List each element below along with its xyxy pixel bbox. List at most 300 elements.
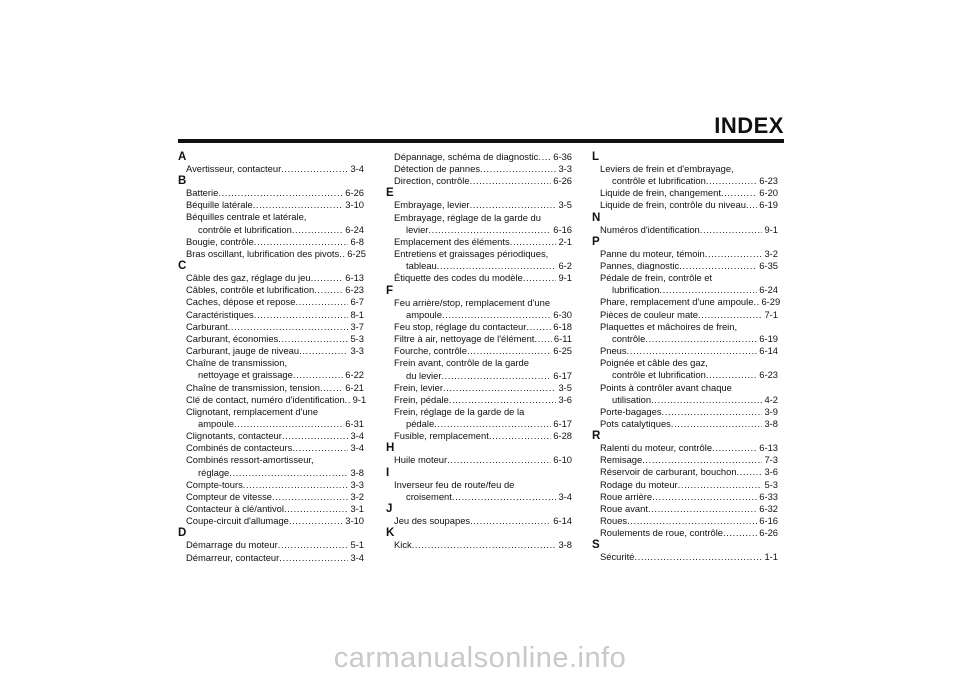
dot-leader [526, 321, 551, 333]
entry-continuation [600, 333, 778, 345]
dot-leader [700, 224, 763, 236]
dot-leader [253, 199, 344, 211]
dot-leader [538, 151, 551, 163]
dot-leader [292, 224, 343, 236]
dot-leader [279, 552, 348, 564]
entry-text: Chaîne de transmission, tension [186, 381, 320, 393]
entry-line [186, 321, 364, 333]
entry-line [600, 491, 778, 503]
entry-line [600, 503, 778, 515]
index-entry [178, 211, 364, 235]
entry-text: Liquide de frein, contrôle du niveau [600, 199, 746, 211]
entry-line [186, 491, 364, 503]
entry-text: Carburant, économies [186, 332, 279, 344]
entry-text: contrôle et lubrification [198, 223, 292, 235]
entry-line [186, 284, 364, 296]
index-group [386, 468, 572, 503]
entry-line [600, 309, 778, 321]
page-number: 6-36 [553, 151, 572, 162]
dot-leader [698, 309, 762, 321]
page-number: 6-14 [553, 514, 572, 526]
entry-line [394, 430, 572, 442]
page-number: 9-1 [352, 393, 367, 405]
index-group [178, 152, 364, 175]
dot-leader [449, 394, 557, 406]
entry-text: Leviers de frein et d'embrayage, [600, 163, 734, 174]
index-entry [178, 539, 364, 551]
index-entry [178, 333, 364, 345]
index-entry [592, 296, 781, 308]
dot-leader [320, 382, 343, 394]
dot-leader [489, 430, 551, 442]
page-number: 6-25 [347, 247, 366, 259]
index-entry [178, 163, 364, 175]
dot-leader [470, 175, 552, 187]
dot-leader [662, 406, 763, 418]
entry-text: Batterie [186, 187, 219, 199]
dot-leader [278, 539, 349, 551]
entry-line [186, 236, 364, 248]
dot-leader [706, 369, 757, 381]
entry-line [394, 345, 572, 357]
entry-text: lubrification [612, 284, 660, 296]
page-number: 3-4 [350, 163, 364, 174]
entry-text: Étiquette des codes du modèle [394, 272, 523, 284]
index-group [592, 213, 778, 236]
dot-leader [705, 248, 763, 260]
entry-line [186, 515, 364, 527]
index-entry [178, 272, 364, 284]
entry-line [186, 345, 364, 357]
page-number: 6-24 [345, 223, 364, 235]
entry-line [394, 297, 572, 309]
entry-line [600, 479, 778, 491]
entry-text: ampoule [406, 308, 442, 320]
index-entry [178, 442, 364, 454]
entry-line [186, 382, 364, 394]
index-entry [386, 321, 572, 333]
entry-line [186, 406, 364, 418]
index-entry [178, 309, 364, 321]
entry-line [394, 248, 572, 260]
section-letter: R [592, 430, 601, 443]
entry-continuation [600, 369, 778, 381]
page-number: 6-19 [759, 199, 778, 211]
section-letter: H [386, 442, 395, 455]
index-entry [178, 382, 364, 394]
index-group [386, 286, 572, 443]
entry-line [600, 321, 778, 333]
section-letter: F [386, 284, 394, 297]
index-group [386, 504, 572, 527]
entry-text: Huile moteur [394, 454, 448, 466]
dot-leader [634, 551, 762, 563]
page-number: 6-29 [761, 296, 781, 308]
dot-leader [712, 442, 757, 454]
page-number: 4-2 [764, 393, 778, 405]
entry-text: Kick [394, 539, 412, 551]
dot-leader [437, 260, 557, 272]
index-entry [178, 406, 364, 430]
entry-text: Câble des gaz, réglage du jeu [186, 272, 311, 284]
dot-leader [467, 345, 551, 357]
entry-line [600, 272, 778, 284]
section-letter: P [592, 235, 600, 248]
entry-line [186, 357, 364, 369]
entry-text: tableau [406, 260, 437, 272]
entry-text: Embrayage, levier [394, 199, 470, 211]
dot-leader [480, 163, 556, 175]
section-letter: S [592, 539, 600, 552]
entry-text: Roues [600, 515, 628, 527]
page-number: 6-31 [345, 417, 364, 429]
entry-continuation [394, 224, 572, 236]
index-entry [178, 491, 364, 503]
entry-text: Plaquettes et mâchoires de frein, [600, 320, 738, 332]
index-group [592, 431, 778, 539]
entry-text: Roue arrière [600, 490, 653, 502]
entry-text: Pédale de frein, contrôle et [600, 272, 713, 284]
entry-text: Carburant, jauge de niveau [186, 345, 300, 357]
page-number: 3-10 [345, 199, 364, 211]
entry-line [186, 539, 364, 551]
entry-line [186, 503, 364, 515]
entry-line [186, 552, 364, 564]
index-entry [178, 321, 364, 333]
entry-line [394, 357, 572, 369]
page-number: 6-7 [350, 296, 364, 308]
entry-line [600, 418, 778, 430]
entry-text: Points à contrôler avant chaque [600, 381, 732, 393]
page-number: 3-4 [350, 442, 364, 454]
page-number: 6-13 [759, 442, 778, 454]
index-entry [592, 527, 778, 539]
entry-line [600, 163, 778, 175]
page-title: INDEX [714, 113, 784, 138]
index-entry [592, 321, 778, 345]
entry-continuation [394, 370, 572, 382]
entry-line [394, 406, 572, 418]
dot-leader [737, 466, 763, 478]
index-entry [178, 479, 364, 491]
index-entry [592, 382, 778, 406]
entry-text: Porte-bagages [600, 405, 662, 417]
dot-leader [278, 333, 348, 345]
entry-line [186, 454, 364, 466]
page-number: 3-6 [558, 393, 572, 405]
entry-line [394, 321, 572, 333]
index-entry [386, 345, 572, 357]
entry-text: Clignotants, contacteur [186, 430, 282, 442]
page-number: 3-3 [558, 163, 572, 175]
dot-leader [648, 503, 757, 515]
index-entry [592, 551, 778, 563]
section-letter: I [386, 466, 390, 479]
entry-text: contrôle et lubrification [612, 369, 706, 381]
dot-leader [510, 236, 557, 248]
entry-line [394, 382, 572, 394]
entry-line [394, 515, 572, 527]
entry-continuation [394, 309, 572, 321]
entry-line [394, 479, 572, 491]
dot-leader [311, 272, 344, 284]
entry-text: Combinés ressort-amortisseur, [186, 454, 314, 466]
entry-text: Roue avant [600, 502, 648, 514]
page-number: 6-17 [553, 418, 572, 430]
entry-continuation [600, 284, 778, 296]
entry-line [600, 357, 778, 369]
entry-text: Compte-tours [186, 478, 243, 490]
entry-text: Caractéristiques [186, 308, 254, 320]
entry-continuation [600, 394, 778, 406]
dot-leader [428, 224, 551, 236]
dot-leader [746, 199, 757, 211]
watermark: carmanualsonline.info [333, 642, 627, 674]
entry-text: Frein avant, contrôle de la garde [394, 357, 529, 369]
page-number: 9-1 [764, 223, 778, 235]
entry-text: Contacteur à clé/antivol [186, 503, 284, 515]
index-group [592, 235, 781, 430]
entry-continuation [394, 418, 572, 430]
entry-text: Feu arrière/stop, remplacement d'une [394, 296, 551, 308]
entry-continuation [186, 418, 364, 430]
title-rule [178, 139, 784, 143]
index-entry [178, 430, 364, 442]
entry-text: Direction, contrôle [394, 175, 470, 187]
dot-leader [314, 284, 343, 296]
entry-line [600, 466, 778, 478]
index-entry [178, 454, 364, 478]
entry-line [186, 296, 364, 308]
index-column-2 [386, 151, 572, 551]
index-column-1 [178, 151, 367, 564]
index-entry [592, 199, 778, 211]
entry-line [600, 345, 778, 357]
index-entry [592, 479, 778, 491]
index-entry [386, 248, 572, 272]
index-group [178, 528, 364, 563]
entry-text: Frein, levier [394, 381, 443, 393]
dot-leader [470, 199, 557, 211]
page-number: 6-13 [345, 272, 364, 284]
entry-text: Pièces de couleur mate [600, 308, 698, 320]
entry-line [394, 151, 572, 163]
entry-text: Avertisseur, contacteur [186, 163, 282, 174]
page-number: 5-1 [350, 539, 364, 551]
entry-line [394, 539, 572, 551]
page-number: 6-26 [759, 527, 778, 539]
entry-text: Démarrage du moteur [186, 539, 278, 551]
entry-line [186, 479, 364, 491]
index-group [178, 176, 364, 260]
entry-text: Frein, réglage de la garde de la [394, 405, 525, 417]
page-number: 3-4 [350, 551, 364, 563]
entry-line [600, 406, 778, 418]
index-entry [178, 552, 364, 564]
page-number: 6-35 [759, 259, 778, 271]
section-letter: K [386, 527, 395, 540]
entry-text: Embrayage, réglage de la garde du [394, 211, 541, 223]
page-number: 1-1 [764, 551, 778, 563]
entry-text: utilisation [612, 393, 652, 405]
page-number: 3-4 [350, 430, 364, 442]
entry-text: réglage [198, 466, 230, 478]
page-number: 6-25 [553, 345, 572, 357]
index-group [386, 528, 572, 551]
entry-line [394, 454, 572, 466]
entry-line [186, 442, 364, 454]
index-entry [592, 260, 778, 272]
entry-line [186, 430, 364, 442]
dot-leader [293, 369, 343, 381]
dot-leader [452, 491, 557, 503]
entry-line [600, 260, 778, 272]
entry-text: Dépannage, schéma de diagnostic [394, 151, 539, 162]
page-number: 3-7 [350, 320, 364, 332]
index-entry [386, 539, 572, 551]
dot-leader [627, 345, 758, 357]
entry-line [394, 199, 572, 211]
entry-line [394, 236, 572, 248]
index-entry [592, 503, 778, 515]
page-number: 3-5 [558, 381, 572, 393]
index-entry [386, 515, 572, 527]
entry-continuation [186, 467, 364, 479]
entry-line [394, 212, 572, 224]
index-entry [592, 309, 778, 321]
index-group [386, 443, 572, 466]
page-number: 7-1 [764, 308, 778, 320]
entry-text: Ralenti du moteur, contrôle [600, 442, 713, 454]
entry-text: Caches, dépose et repose [186, 296, 296, 308]
page-number: 6-23 [759, 369, 778, 381]
entry-text: Fusible, remplacement [394, 430, 489, 442]
index-entry [386, 454, 572, 466]
section-letter: C [178, 260, 187, 273]
dot-leader [534, 333, 552, 345]
entry-text: Bras oscillant, lubrification des pivots [186, 247, 340, 259]
entry-continuation [600, 175, 778, 187]
entry-line [186, 187, 364, 199]
section-letter: L [592, 151, 600, 163]
dot-leader [523, 272, 557, 284]
page-number: 3-6 [764, 466, 778, 478]
page-number: 3-1 [350, 503, 364, 515]
entry-text: levier [406, 223, 429, 235]
page-number: 6-11 [553, 333, 572, 345]
page-number: 6-23 [759, 175, 778, 187]
index-entry [178, 345, 364, 357]
entry-text: Inverseur feu de route/feu de [394, 478, 515, 490]
entry-text: Entretiens et graissages périodiques, [394, 248, 549, 260]
entry-line [394, 175, 572, 187]
section-letter: A [178, 151, 187, 163]
index-entry [592, 272, 778, 296]
page-number: 3-9 [764, 405, 778, 417]
entry-text: Jeu des soupapes [394, 514, 471, 526]
index-entry [592, 187, 778, 199]
index-entry [592, 454, 778, 466]
dot-leader [412, 539, 557, 551]
entry-line [186, 272, 364, 284]
dot-leader [447, 454, 551, 466]
index-column-3 [592, 151, 781, 564]
index-entry [178, 515, 364, 527]
index-entry [386, 175, 572, 187]
index-entry [178, 199, 364, 211]
index-entry [592, 406, 778, 418]
page-number: 6-32 [759, 502, 778, 514]
entry-text: Compteur de vitesse [186, 490, 272, 502]
index-entry [178, 357, 364, 381]
entry-text: ampoule [198, 417, 234, 429]
page-number: 6-21 [345, 381, 364, 393]
page-number: 3-3 [350, 478, 364, 490]
index-entry [178, 284, 364, 296]
entry-line [186, 309, 364, 321]
section-letter: N [592, 211, 601, 224]
entry-text: Sécurité [600, 551, 635, 563]
page-number: 6-2 [558, 260, 572, 272]
entry-line [600, 527, 778, 539]
entry-line [600, 454, 778, 466]
dot-leader [254, 236, 349, 248]
entry-text: pédale [406, 418, 435, 430]
dot-leader [282, 430, 349, 442]
entry-line [600, 248, 778, 260]
entry-line [600, 199, 778, 211]
dot-leader [679, 260, 757, 272]
entry-line [186, 199, 364, 211]
index-group [592, 152, 778, 212]
entry-line [600, 296, 781, 308]
entry-text: Filtre à air, nettoyage de l'élément [394, 333, 535, 345]
index-entry [386, 212, 572, 236]
entry-text: Clé de contact, numéro d'identification [186, 393, 345, 405]
index-group [592, 540, 778, 563]
dot-leader [678, 479, 763, 491]
index-entry [592, 248, 778, 260]
entry-text: croisement [406, 490, 452, 502]
page-number: 3-8 [558, 539, 572, 551]
dot-leader [652, 491, 757, 503]
page-number: 6-8 [350, 235, 364, 247]
dot-leader [218, 187, 343, 199]
entry-text: Démarreur, contacteur [186, 551, 280, 563]
dot-leader [470, 515, 551, 527]
index-entry [386, 479, 572, 503]
page-number: 6-26 [553, 175, 572, 187]
index-entry [386, 333, 572, 345]
page-number: 6-20 [759, 187, 778, 199]
section-letter: B [178, 175, 187, 188]
index-entry [178, 296, 364, 308]
index-entry [386, 272, 572, 284]
index-entry [386, 394, 572, 406]
index-entry [592, 466, 778, 478]
entry-text: Poignée et câble des gaz, [600, 357, 708, 369]
index-entry [592, 357, 778, 381]
entry-line [394, 394, 572, 406]
page-number: 5-3 [764, 478, 778, 490]
index-entry [386, 430, 572, 442]
index-entry [386, 406, 572, 430]
index-entry [592, 224, 778, 236]
page-number: 3-2 [764, 247, 778, 259]
dot-leader [229, 467, 348, 479]
index-entry [386, 163, 572, 175]
dot-leader [671, 418, 763, 430]
